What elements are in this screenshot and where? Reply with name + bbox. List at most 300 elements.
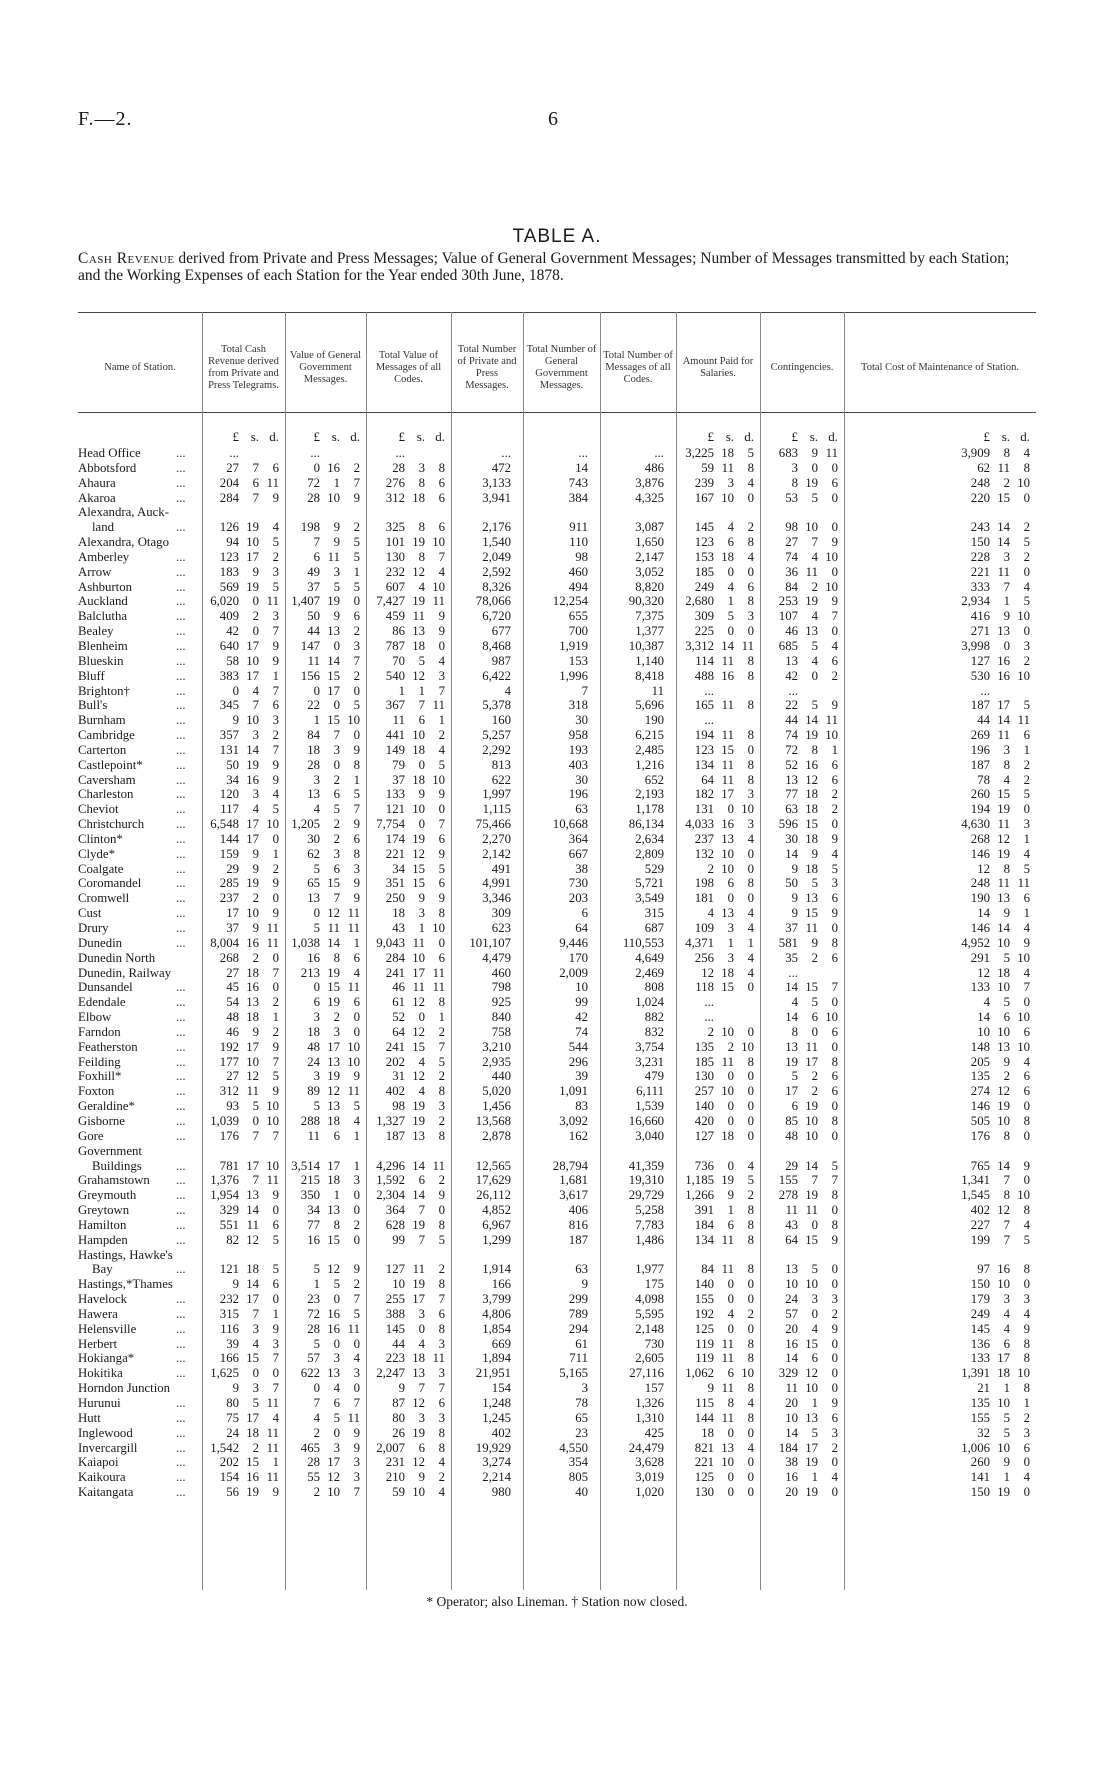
pence-unit: d. [828,429,838,444]
sal-pence: 2 [747,520,754,535]
gov-shillings: 16 [327,1306,340,1321]
con-cell [758,1381,838,1396]
np-cell: 402 [491,1425,511,1440]
gov-pounds: 34 [307,1203,320,1218]
leader-dots: ... [176,1410,186,1425]
sal-cell [674,862,754,877]
con-pence: 9 [831,1321,838,1336]
ng-cell: 406 [568,1203,588,1218]
tot-cell [365,1470,445,1485]
gov-cell [280,1441,360,1456]
con-pounds: 14 [785,1425,798,1440]
rev-shillings: 19 [246,520,259,535]
gov-pounds: 18 [307,1024,320,1039]
gov-pounds: 147 [300,638,320,653]
rev-pence: 11 [266,1440,279,1455]
cost-cell [950,951,1030,966]
con-pence: 6 [831,475,838,490]
tot-pounds: 364 [385,1203,405,1218]
np-cell: 75,466 [475,817,511,832]
gov-pence: 7 [353,475,360,490]
rev-cell [199,1351,279,1366]
sal-shillings: 11 [721,1262,734,1277]
con-pounds: 14 [785,1010,798,1025]
sal-shillings: 11 [721,728,734,743]
cost-cell [950,1069,1030,1084]
cost-shillings: 17 [997,1351,1010,1366]
gov-shillings: 10 [327,490,340,505]
gov-cell [280,684,360,699]
rev-pounds: 345 [219,698,239,713]
sal-cell [674,728,754,743]
cost-cell [950,1307,1030,1322]
table-row [78,758,1036,773]
gov-shillings: 3 [333,846,340,861]
tot-cell [365,594,445,609]
shilling-unit: s. [809,429,818,444]
cost-pence: 8 [1023,1336,1030,1351]
table-row [78,936,1036,951]
con-shillings: 2 [811,1069,818,1084]
cost-cell [950,936,1030,951]
tot-pounds: 241 [385,965,405,980]
table-row [78,728,1036,743]
cost-pence: 0 [1023,1485,1030,1500]
tot-shillings: 1 [418,921,425,935]
gov-cell [280,1485,360,1500]
table-row [78,505,1036,520]
tot-shillings: 4 [418,579,425,594]
cost-pounds: 1,391 [961,1366,990,1381]
con-pounds: 278 [778,1188,798,1203]
np-cell: 6,720 [482,609,511,624]
cost-pounds: 271 [970,624,990,639]
rev-pounds: 39 [226,1336,239,1351]
con-cell [758,980,838,995]
cost-pence: 1 [1023,831,1030,846]
np-cell: 4,806 [482,1306,511,1321]
ng-cell: 10,668 [552,817,588,832]
np-cell: 5,020 [482,1084,511,1099]
station-name: Kaitangata [78,1485,134,1500]
con-shillings: 19 [805,475,818,490]
rev-pounds: 27 [226,460,239,475]
station-name-cell [78,1069,202,1084]
station-name: Caversham [78,772,136,787]
shilling-unit: s. [250,429,259,444]
gov-pounds: 1,407 [291,594,320,609]
con-pounds: 30 [785,831,798,846]
con-pence: 8 [831,935,838,950]
rev-cell [199,817,279,832]
gov-pounds: 7 [313,535,320,550]
rev-pounds: 9 [232,1381,239,1396]
ng-cell: 655 [568,609,588,624]
sal-pence: 4 [747,831,754,846]
na-cell: 2,148 [635,1321,664,1336]
rev-pounds: 640 [219,638,239,653]
sal-shillings: 15 [721,980,734,995]
tot-pounds: 99 [392,1232,405,1247]
sal-pounds: 256 [694,950,714,965]
station-name-cell [78,1411,202,1426]
con-pence: 0 [831,1128,838,1143]
cost-cell [950,1129,1030,1144]
rev-shillings: 7 [252,1128,259,1143]
cost-cell [950,906,1030,921]
tot-cell [365,535,445,550]
con-cell [758,1159,838,1174]
sal-pounds: 155 [694,1292,714,1307]
con-pounds: 74 [785,549,798,564]
gov-shillings: 13 [327,1054,340,1069]
cost-shillings: 17 [997,698,1010,713]
rev-cell [199,698,279,713]
gov-pounds: 48 [307,1039,320,1054]
rev-pounds: 17 [226,906,239,921]
con-shillings: 6 [811,1351,818,1366]
rev-cell [199,520,279,535]
np-cell: 12,565 [475,1158,511,1173]
gov-pence: 11 [347,1321,360,1336]
table-row [78,1055,1036,1070]
con-shillings: 0 [811,1306,818,1321]
rev-cell [199,1114,279,1129]
gov-shillings: 2 [333,772,340,787]
cost-pounds: 21 [977,1381,990,1396]
gov-cell [280,1426,360,1441]
con-cell [758,787,838,802]
station-name-cell [78,505,202,520]
sal-cell [674,921,754,936]
na-cell: 486 [644,460,664,475]
cost-pounds: 1,545 [961,1188,990,1203]
cost-pence: 8 [1023,1203,1030,1218]
tot-pounds: 98 [392,1099,405,1114]
gov-cell [280,906,360,921]
cost-pence: 10 [1017,1039,1030,1054]
tot-pence: 10 [432,921,445,935]
gov-pence: 0 [353,1381,360,1396]
gov-shillings: 4 [333,1381,340,1396]
ng-cell: 74 [575,1024,588,1039]
tot-pounds: 18 [392,906,405,921]
con-shillings: 18 [805,787,818,802]
station-name-cell [78,1322,202,1337]
na-cell: 479 [644,1069,664,1084]
station-name: Gore [78,1128,104,1143]
cost-pence: 0 [1023,624,1030,639]
rev-cell [199,1129,279,1144]
rev-shillings: 10 [246,653,259,668]
rev-shillings: 6 [252,475,259,490]
gov-pence: 4 [353,1113,360,1128]
cost-pence: 4 [1023,846,1030,861]
np-cell: 160 [491,713,511,728]
con-shillings: 4 [811,549,818,564]
cost-shillings: 11 [997,564,1010,579]
cost-pounds: 12 [977,861,990,876]
station-name: Blenheim [78,638,128,653]
rev-pounds: 27 [226,965,239,980]
rev-cell [199,847,279,862]
rev-shillings: 5 [252,1396,259,1410]
sal-pence: 4 [747,475,754,490]
tot-pounds: 367 [385,698,405,713]
con-cell [758,684,838,699]
leader-dots: ... [176,846,186,861]
sal-pounds: 249 [694,579,714,594]
rev-cell [199,906,279,921]
con-shillings: 13 [805,624,818,639]
sal-cell [674,476,754,491]
tot-cell [365,698,445,713]
table-row [78,847,1036,862]
sal-pence: 10 [741,802,754,817]
gov-cell [280,847,360,862]
sal-shillings: 13 [721,1440,734,1455]
con-cell [758,654,838,669]
pence-unit: d. [269,429,279,444]
cost-cell [950,847,1030,862]
gov-shillings: 13 [327,1203,340,1218]
con-pounds: 8 [791,475,798,490]
gov-pence: 10 [347,1054,360,1069]
page-number: 6 [548,108,558,130]
cost-cell [950,1485,1030,1500]
rev-pounds: 58 [226,653,239,668]
na-cell: 2,605 [635,1351,664,1366]
cost-cell [950,728,1030,743]
tot-pounds: 9 [398,1381,405,1396]
cost-pounds: 62 [977,460,990,475]
gov-pounds: 13 [307,891,320,906]
rev-cell [199,1084,279,1099]
tot-pounds: 86 [392,624,405,639]
sal-pounds: 221 [694,1455,714,1470]
rev-cell [199,1025,279,1040]
tot-cell [365,980,445,995]
station-name-cell [78,1025,202,1040]
gov-pence: 7 [353,1396,360,1410]
column-header: Total Number of Private and Press Messages. [457,344,517,391]
tot-shillings: 6 [418,713,425,728]
tot-pence: 9 [438,624,445,639]
rev-shillings: 4 [252,802,259,817]
gov-pence: 0 [353,1188,360,1203]
gov-cell [280,862,360,877]
cost-cell [950,891,1030,906]
leader-dots: ... [176,935,186,950]
sal-shillings: 10 [721,490,734,505]
table-row [78,832,1036,847]
tot-shillings: 19 [412,831,425,846]
gov-pence: 4 [353,965,360,980]
tot-shillings: 0 [418,817,425,832]
cost-shillings: 2 [1003,1069,1010,1084]
np-cell: 758 [491,1024,511,1039]
tot-shillings: 11 [412,1262,425,1277]
con-pence: 4 [831,846,838,861]
station-name-cell [78,728,202,743]
table-row [78,1144,1036,1159]
gov-pounds: 5 [313,1336,320,1351]
con-cell [758,966,838,981]
cost-pounds: 14 [977,906,990,921]
con-pence: 0 [831,564,838,579]
gov-cell [280,476,360,491]
rev-shillings: 15 [246,1351,259,1366]
rev-cell [199,862,279,877]
ng-cell: 544 [568,1039,588,1054]
rev-shillings: 0 [252,1113,259,1128]
con-cell [758,1218,838,1233]
rev-pence: 9 [272,1321,279,1336]
rev-pence: 3 [272,564,279,579]
con-pence: 8 [831,1113,838,1128]
tot-pence: 8 [438,1425,445,1440]
gov-pence: 5 [353,549,360,564]
cost-shillings: 9 [1003,1455,1010,1470]
gov-pounds: 28 [307,1321,320,1336]
na-cell: 652 [644,772,664,787]
station-name-cell [78,743,202,758]
gov-cell [280,1470,360,1485]
sal-pounds: 140 [694,1277,714,1292]
cost-pounds: 205 [970,1054,990,1069]
cost-pounds: 194 [970,802,990,817]
gov-cell [280,1262,360,1277]
leader-dots: ... [176,1069,186,1084]
con-pence: 7 [831,1173,838,1188]
cost-cell [950,446,1030,461]
gov-cell [280,832,360,847]
station-name: Kaikoura [78,1470,126,1485]
sal-pounds: 131 [694,802,714,817]
np-cell: 1,894 [482,1351,511,1366]
station-name: Hutt [78,1410,101,1425]
gov-pence: 1 [353,1158,360,1173]
tot-cell [365,1307,445,1322]
rev-pence: 7 [272,1351,279,1366]
con-shillings: 15 [805,980,818,995]
gov-cell [280,1277,360,1292]
rev-pounds: 551 [219,1217,239,1232]
np-cell: 8,326 [482,579,511,594]
table-row [78,773,1036,788]
sal-shillings: 16 [721,817,734,832]
gov-pence: 1 [353,935,360,950]
leader-dots: ... [176,1306,186,1321]
station-name-cell [78,1129,202,1144]
con-cell [758,698,838,713]
rev-pounds: ... [229,446,239,460]
ng-cell: 39 [575,1069,588,1084]
sal-shillings: 18 [721,1128,734,1143]
gov-pounds: 11 [307,653,320,668]
table-row [78,1218,1036,1233]
cost-shillings: 8 [1003,446,1010,460]
cost-pounds: 78 [977,772,990,787]
sal-pence: 8 [747,757,754,772]
con-pounds: 4 [791,995,798,1010]
sal-cell [674,698,754,713]
sal-pounds: 134 [694,757,714,772]
station-name-cell [78,1292,202,1307]
tot-cell [365,491,445,506]
con-pounds: 50 [785,876,798,891]
tot-pounds: 250 [385,891,405,906]
sal-pence: 2 [747,1306,754,1321]
tot-pounds: 441 [385,728,405,743]
rev-cell [199,1040,279,1055]
rev-cell [199,802,279,817]
tot-pence: 7 [438,1292,445,1307]
tot-shillings: 18 [412,490,425,505]
np-cell: 813 [491,757,511,772]
sal-pence: 4 [747,965,754,980]
station-name: Bay [92,1262,113,1277]
rev-cell [199,891,279,906]
rev-pence: 11 [266,594,279,609]
cost-pounds: 135 [970,1069,990,1084]
ng-cell: 816 [568,1217,588,1232]
station-name: Dunsandel [78,980,133,995]
sal-pence: 0 [747,490,754,505]
tot-pence: 1 [438,713,445,728]
con-cell [758,1084,838,1099]
sal-pounds: 1,266 [685,1188,714,1203]
ng-cell: 153 [568,653,588,668]
sal-pence: 0 [747,564,754,579]
con-shillings: 15 [805,1232,818,1247]
cost-pounds: 1,006 [961,1440,990,1455]
rev-pounds: 1,542 [210,1440,239,1455]
tot-pence: 0 [438,935,445,950]
cost-pounds: 291 [970,950,990,965]
gov-cell [280,995,360,1010]
con-pence: 6 [831,891,838,906]
sal-pounds: 119 [695,1351,714,1366]
con-shillings: 3 [811,1292,818,1307]
na-cell: 41,359 [628,1158,664,1173]
tot-pence: 2 [438,1024,445,1039]
tot-cell [365,654,445,669]
tot-pounds: 174 [385,831,405,846]
cost-pence: 8 [1023,1113,1030,1128]
na-cell: 730 [644,1336,664,1351]
sal-cell [674,1010,754,1025]
sal-cell [674,669,754,684]
con-shillings: 11 [805,1039,818,1054]
con-cell [758,624,838,639]
station-name-cell [78,891,202,906]
tot-shillings: 10 [412,950,425,965]
gov-pence: 6 [353,609,360,624]
gov-shillings: 6 [333,861,340,876]
cost-shillings: 12 [997,1203,1010,1218]
cost-cell [950,1203,1030,1218]
con-cell [758,1485,838,1500]
sal-shillings: 11 [721,1381,734,1396]
table-row [78,476,1036,491]
station-name-cell [78,966,202,981]
na-cell: 1,326 [635,1396,664,1410]
np-cell: 4 [504,683,511,698]
sal-pence: 8 [747,1410,754,1425]
tot-pence: 8 [438,1084,445,1099]
con-pounds: 329 [778,1366,798,1381]
